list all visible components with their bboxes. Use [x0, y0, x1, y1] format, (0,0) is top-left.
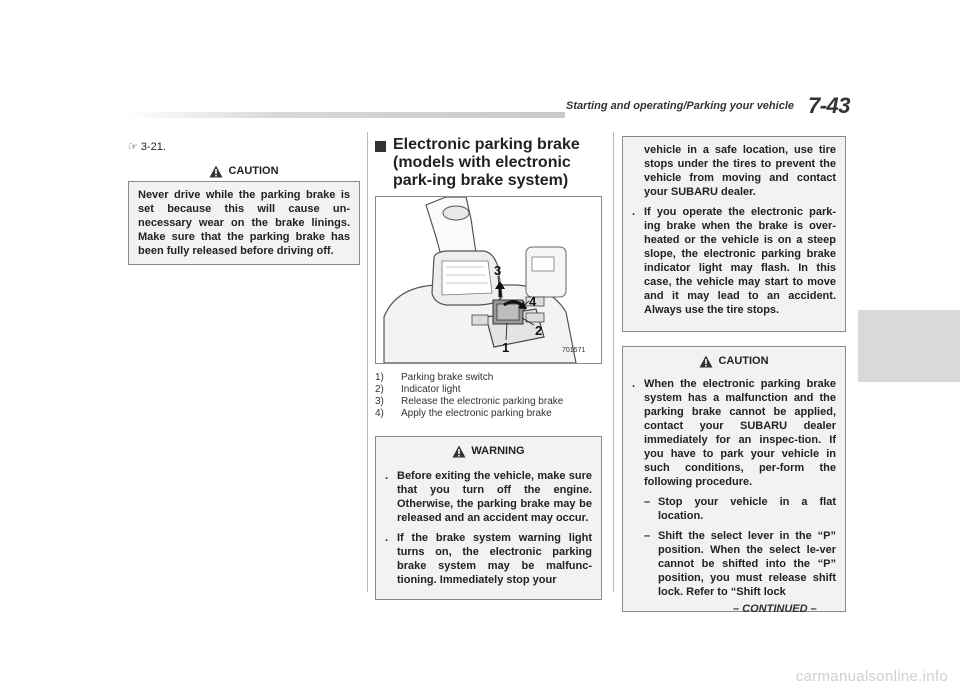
page-number: 7-43 — [808, 93, 851, 118]
warning-item: . If you operate the electronic park-ing brake when the brake is over-heated or the vehicle is on a steep slope, the electronic parking brake indicator light may flash. In this case, the vehicle may start to move and it may lead to an accident. Always use the tire stops. — [632, 206, 836, 316]
caution-box — [128, 181, 360, 265]
figure-callout: 3 — [494, 263, 502, 278]
caution-title: CAUTION — [718, 355, 769, 367]
legend-item: 1) Parking brake switch — [375, 372, 494, 383]
section-marker-icon — [375, 141, 386, 152]
column-2 — [375, 132, 602, 600]
figure-code: 701571 — [562, 347, 586, 354]
header-rule — [125, 112, 565, 118]
warning-item: . Before exiting the vehicle, make sure that you turn off the engine. Otherwise, the parking brake may be released and an accident may occur. — [385, 470, 592, 524]
bullet: . — [385, 470, 389, 482]
figure-legend — [375, 372, 602, 420]
caution-title: CAUTION — [228, 165, 279, 177]
running-head: Starting and operating/Parking your vehicle — [566, 100, 794, 112]
section-title: Electronic parking brake (models with electronic park-ing brake system) — [393, 136, 580, 189]
caution-notice — [622, 346, 846, 612]
legend-item: 4) Apply the electronic parking brake — [375, 408, 552, 419]
figure-callout: 1 — [502, 340, 510, 355]
warning-box — [375, 436, 602, 600]
column-divider — [613, 132, 614, 592]
caution-subitem: – Stop your vehicle in a flat location. — [644, 496, 836, 522]
column-3 — [622, 136, 846, 612]
warning-item: . If the brake system warning light turns on, the electronic parking brake system may be malfunc-tioning. Immediately stop your — [385, 532, 592, 586]
warning-triangle-icon — [699, 355, 713, 368]
warning-continued-box — [622, 136, 846, 332]
warning-notice — [375, 436, 602, 600]
warning-continued-text: vehicle in a safe location, use tire stops under the tires to prevent the vehicle from moving and contact your SUBARU dealer. — [644, 144, 836, 198]
cross-reference-text: 3-21. — [140, 141, 166, 153]
caution-title-row — [128, 161, 360, 181]
warning-title-row — [385, 441, 592, 461]
column-1 — [128, 132, 360, 265]
caution-subitem: – Shift the select lever in the “P” position. When the select le-ver cannot be shifted into the “P” position, you must release shift lock. Refer to “Shift lock — [644, 530, 836, 598]
caution-box — [622, 346, 846, 612]
bullet: . — [632, 206, 636, 218]
bullet: . — [385, 532, 389, 544]
caution-notice — [128, 161, 360, 265]
caution-title-row — [632, 351, 836, 371]
warning-triangle-icon — [452, 445, 466, 458]
parking-brake-figure — [375, 196, 602, 364]
continued-label: – CONTINUED – — [733, 603, 817, 615]
figure-callout: 4 — [529, 294, 537, 309]
chapter-side-tab — [858, 310, 960, 382]
watermark: carmanualsonline.info — [795, 668, 948, 685]
warning-triangle-icon — [209, 165, 223, 178]
reference-icon: ☞ — [128, 141, 138, 153]
figure-callout: 2 — [535, 323, 543, 338]
column-divider — [367, 132, 368, 592]
console-illustration — [376, 197, 601, 363]
legend-item: 2) Indicator light — [375, 384, 461, 395]
caution-item: . When the electronic parking brake system has a malfunction and the parking brake cannot be applied, contact your SUBARU dealer immediately for an inspec-tion. If you have to park your vehicle in such conditions, per-form the following procedure. — [632, 378, 836, 488]
bullet: . — [632, 378, 636, 390]
section-heading — [375, 136, 602, 190]
caution-text: Never drive while the parking brake is set because this will cause un-necessary wear on the brake linings. Make sure that the parking brake has been fully released before driving off. — [138, 189, 350, 257]
legend-item: 3) Release the electronic parking brake — [375, 396, 564, 407]
warning-title: WARNING — [471, 445, 525, 457]
cross-reference[interactable] — [128, 140, 360, 153]
